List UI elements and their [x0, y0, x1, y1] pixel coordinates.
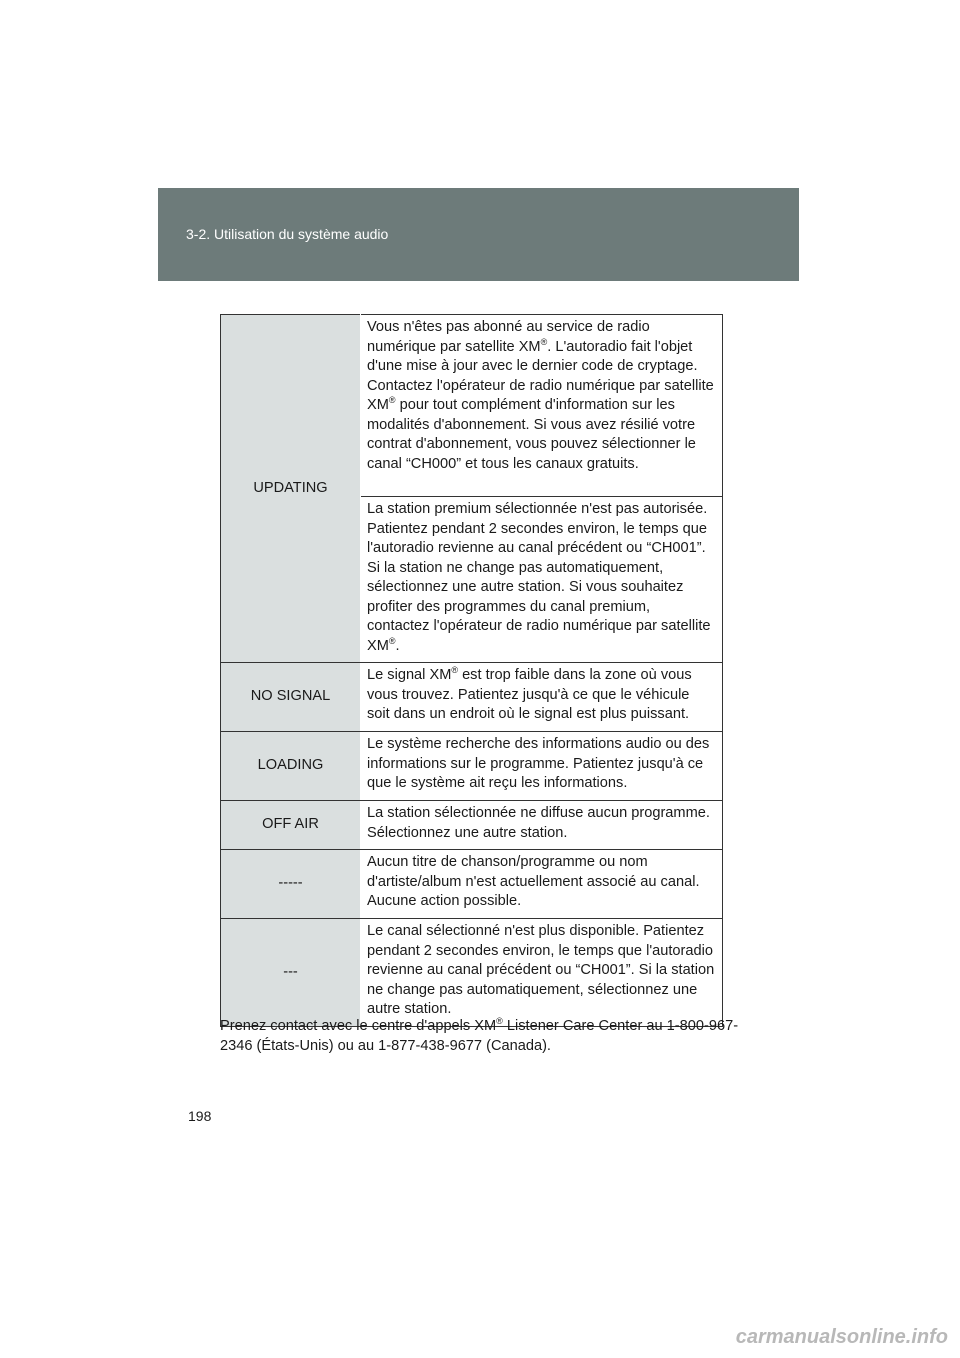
- table-row: [221, 732, 723, 801]
- watermark: carmanualsonline.info: [735, 1326, 948, 1348]
- message-code: NO SIGNAL: [221, 663, 361, 732]
- message-description: Le signal XM® est trop faible dans la zone où vous vous trouvez. Patientez jusqu'à ce que le véhicule soit dans un endroit où le signal est plus puissant.: [361, 663, 723, 732]
- table-row: [221, 801, 723, 850]
- message-code: UPDATING: [221, 315, 361, 663]
- message-description: Vous n'êtes pas abonné au service de radio numérique par satellite XM®. L'autoradio fait l'objet d'une mise à jour avec le dernier code de cryptage. Contactez l'opérateur de radio numérique par satellite XM® pour tout complément d'information sur les modalités d'abonnement. Si vous avez résilié votre contrat d'abonnement, vous pouvez sélectionner le canal “CH000” et tous les canaux gratuits.: [361, 315, 723, 497]
- page-number: 198: [188, 1108, 212, 1124]
- message-table: [220, 314, 723, 1027]
- message-description: Aucun titre de chanson/programme ou nom d'artiste/album n'est actuellement associé au canal. Aucune action possible.: [361, 850, 723, 919]
- section-title: 3-2. Utilisation du système audio: [186, 226, 389, 242]
- message-code: ---: [221, 919, 361, 1027]
- table-row: [221, 663, 723, 732]
- section-header-band: [158, 188, 799, 281]
- table-row: [221, 850, 723, 919]
- message-description: Le canal sélectionné n'est plus disponible. Patientez pendant 2 secondes environ, le temps que l'autoradio revienne au canal précédent ou “CH001”. Si la station ne change pas automatiquement, sélectionnez une autre station.: [361, 919, 723, 1027]
- message-description: Le système recherche des informations audio ou des informations sur le programme. Patientez jusqu'à ce que le système ait reçu les informations.: [361, 732, 723, 801]
- message-code: LOADING: [221, 732, 361, 801]
- table-row: [221, 919, 723, 1027]
- contact-note: Prenez contact avec le centre d'appels XM® Listener Care Center au 1-800-967-2346 (États-Unis) ou au 1-877-438-9677 (Canada).: [220, 1016, 739, 1054]
- message-code: -----: [221, 850, 361, 919]
- message-description: La station premium sélectionnée n'est pas autorisée. Patientez pendant 2 secondes environ, le temps que l'autoradio revienne au canal précédent ou “CH001”. Si la station ne change pas automatiquement, sélectionnez une autre station. Si vous souhaitez profiter des programmes du canal premium, contactez l'opérateur de radio numérique par satellite XM®.: [361, 497, 723, 663]
- table-row: [221, 315, 723, 497]
- message-code: OFF AIR: [221, 801, 361, 850]
- message-description: La station sélectionnée ne diffuse aucun programme. Sélectionnez une autre station.: [361, 801, 723, 850]
